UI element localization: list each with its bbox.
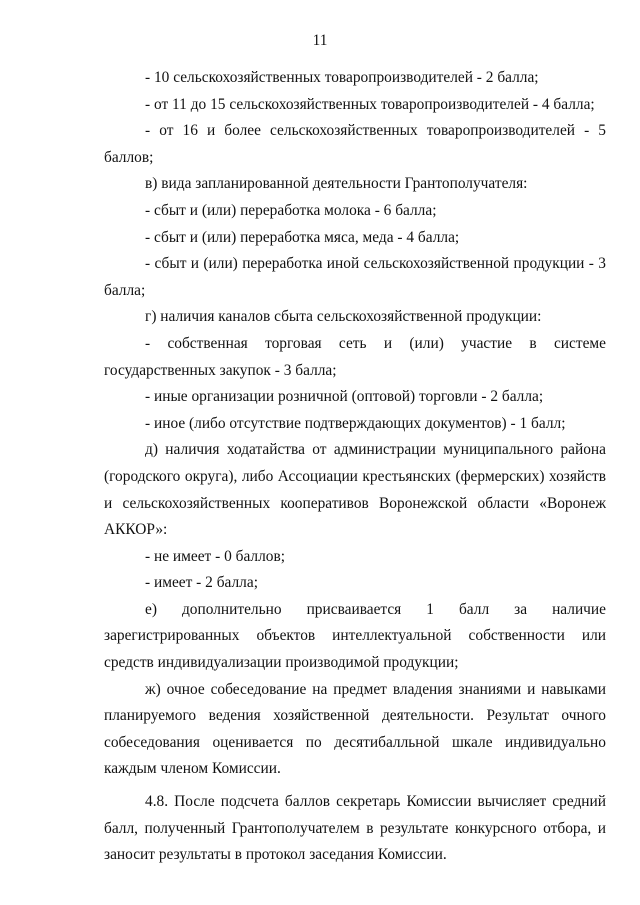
document-body: [104, 65, 606, 869]
scoring-item-10-producers: - 10 сельскохозяйственных товаропроизводителей - 2 балла;: [145, 69, 539, 86]
scoring-item-has-petition: - имеет - 2 балла;: [145, 574, 258, 592]
scoring-item-16-plus-producers: - от 16 и более сельскохозяйственных товаропроизводителей - 5 баллов;: [104, 122, 606, 166]
criterion-activity-type: в) вида запланированной деятельности Грантополучателя:: [145, 175, 528, 193]
criterion-petition: д) наличия ходатайства от администрации муниципального района (городского округа), либо Ассоциации крестьянских (фермерских) хозяйств и сельскохозяйственных кооперативов Воронежской области «Воронеж АККОР»:: [104, 441, 606, 539]
criterion-intellectual-property: е) дополнительно присваивается 1 балл за наличие зарегистрированных объектов интеллектуальной собственности или средств индивидуализации производимой продукции;: [104, 600, 606, 672]
criterion-sales-channels: г) наличия каналов сбыта сельскохозяйственной продукции:: [145, 308, 542, 326]
scoring-item-other-products: - сбыт и (или) переработка иной сельскохозяйственной продукции - 3 балла;: [104, 255, 606, 299]
page-number: 11: [312, 32, 328, 49]
scoring-item-other-channel: - иное (либо отсутствие подтверждающих документов) - 1 балл;: [145, 414, 566, 432]
criterion-interview: ж) очное собеседование на предмет владения знаниями и навыками планируемого ведения хозяйственной деятельности. Результат очного собеседования оценивается по десятибалльной шкале индивидуально каждым членом Комиссии.: [104, 680, 606, 778]
scoring-item-meat-honey: - сбыт и (или) переработка мяса, меда - 4 балла;: [145, 228, 460, 246]
scoring-item-other-retail: - иные организации розничной (оптовой) торговли - 2 балла;: [145, 388, 544, 406]
scoring-item-11-15-producers: - от 11 до 15 сельскохозяйственных товаропроизводителей - 4 балла;: [145, 95, 595, 113]
scoring-item-milk: - сбыт и (или) переработка молока - 6 балла;: [145, 201, 437, 219]
scoring-item-no-petition: - не имеет - 0 баллов;: [145, 547, 286, 565]
clause-4-8: 4.8. После подсчета баллов секретарь Комиссии вычисляет средний балл, полученный Грантополучателем в результате конкурсного отбора, и заносит результаты в протокол заседания Комиссии.: [104, 793, 606, 864]
scoring-item-own-retail: - собственная торговая сеть и (или) участие в системе государственных закупок - 3 балла;: [104, 334, 606, 379]
